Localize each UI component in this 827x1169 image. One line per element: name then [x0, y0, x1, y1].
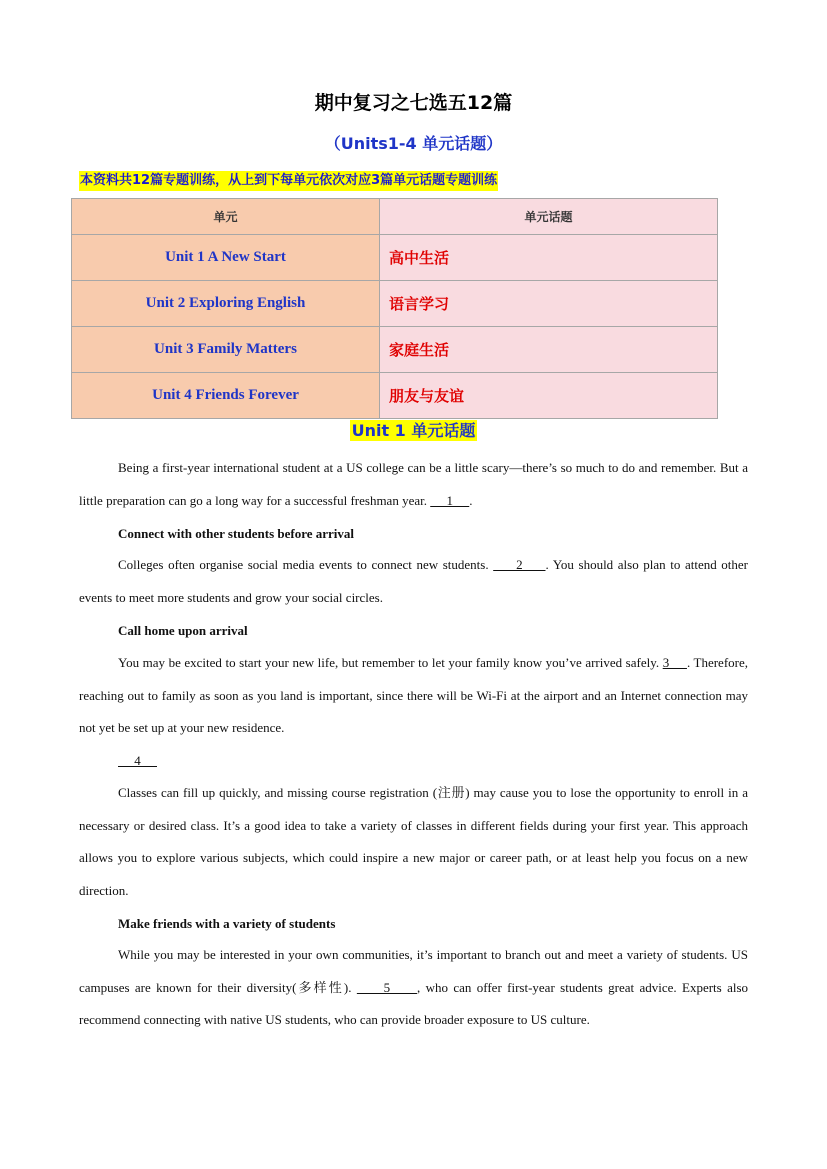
blank-2: 2 — [493, 557, 546, 572]
highlight-notice: 本资料共12篇专题训练，从上到下每单元依次对应3篇单元话题专题训练 — [79, 171, 498, 191]
table-cell-topic: 语言学习 — [380, 281, 718, 327]
table-cell-topic: 家庭生活 — [380, 327, 718, 373]
blank-4: 4 — [118, 753, 157, 768]
paragraph-5: While you may be interested in your own communities, it’s important to branch out and meet a variety of students. US campuses are known for their diversity(多样性). 5 , who can offer first-year students great advice. Experts also recommend connecting with native US students, who can provide broader exposure to US culture. — [79, 947, 749, 1027]
table-cell-topic: 高中生活 — [380, 235, 718, 281]
unit-topic-table — [71, 198, 718, 419]
blank-3: 3 — [662, 655, 687, 670]
page-title: 期中复习之七选五12篇 — [314, 92, 513, 114]
paragraph-4: Classes can fill up quickly, and missing course registration (注册) may cause you to lose the opportunity to enroll in a necessary or desired class. It’s a good idea to take a variety of classes in different fields during your first year. This approach allows you to explore various subjects, which could inspire a new major or career path, or at least help you focus on a new direction. — [79, 785, 748, 898]
section-heading-make-friends: Make friends with a variety of students — [118, 916, 336, 931]
section-heading-connect: Connect with other students before arrival — [118, 526, 355, 541]
table-row — [72, 235, 718, 281]
table-header-topic: 单元话题 — [380, 199, 718, 235]
table-cell-unit: Unit 1 A New Start — [72, 235, 380, 281]
table-cell-unit: Unit 3 Family Matters — [72, 327, 380, 373]
table-row — [72, 281, 718, 327]
paragraph-2: Colleges often organise social media events to connect new students. 2 . You should also plan to attend other events to meet more students and grow your social circles. — [79, 557, 749, 605]
table-header-unit: 单元 — [72, 199, 380, 235]
table-header-row — [72, 199, 718, 235]
unit-heading — [0, 418, 827, 441]
table-cell-unit: Unit 2 Exploring English — [72, 281, 380, 327]
section-heading-call-home: Call home upon arrival — [118, 623, 248, 638]
table-cell-unit: Unit 4 Friends Forever — [72, 373, 380, 419]
paragraph-3: You may be excited to start your new life, but remember to let your family know you’ve arrived safely. 3 . Therefore, reaching out to family as soon as you land is important, since there will be Wi-Fi at the airport and an Internet connection may not yet be set up at your new residence. — [79, 655, 749, 735]
page-subtitle: （Units1-4 单元话题） — [324, 134, 503, 153]
paragraph-1: Being a first-year international student at a US college can be a little scary—there’s so much to do and remember. But a little preparation can go a long way for a successful freshman year. 1 . — [79, 460, 748, 508]
table-cell-topic: 朋友与友谊 — [380, 373, 718, 419]
blank-1: 1 — [430, 492, 470, 508]
table-row — [72, 373, 718, 419]
unit-heading-text: Unit 1 单元话题 — [351, 421, 476, 440]
blank-5: 5 — [356, 979, 417, 995]
paragraph-blank-4 — [79, 745, 748, 778]
table-row — [72, 327, 718, 373]
